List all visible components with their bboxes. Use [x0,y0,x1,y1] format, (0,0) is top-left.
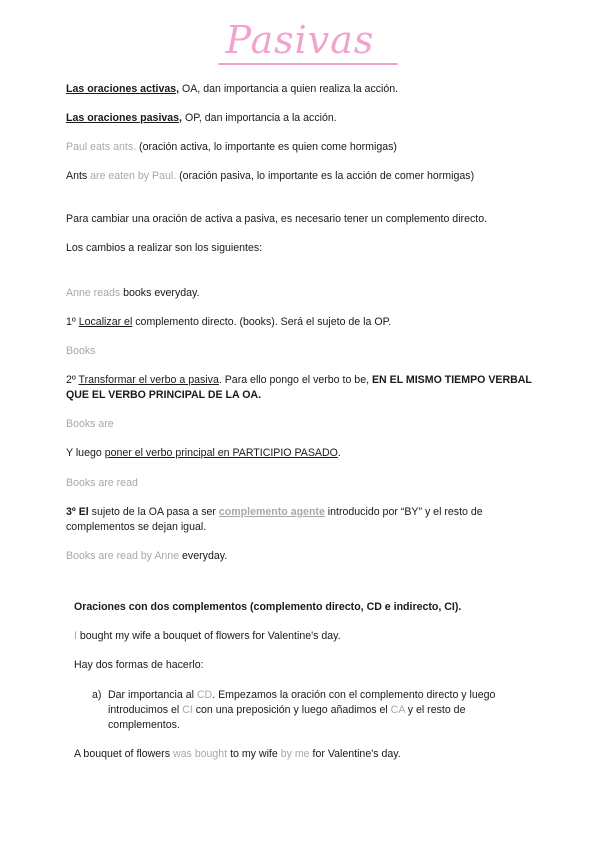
step-text-end: introducido por “BY” y el resto de complementos se dejan igual. [66,506,483,533]
term-passive: Las oraciones pasivas, [66,112,183,124]
step-1 [66,315,534,330]
list-text: Dar importancia al [108,689,197,701]
result-verb: are [98,418,114,430]
step-2-result [66,417,534,432]
step-2b-result [66,476,534,491]
example-subject: Ants [66,170,91,182]
result-rest: everyday. [179,550,228,562]
example-rest: books everyday. [120,287,200,299]
step-3-result [66,549,534,564]
section-heading: Oraciones con dos complementos [74,601,248,613]
list-text: con una preposición y luego añadimos el [192,704,391,716]
section-two-complements [74,600,542,615]
paragraph-two-ways [74,658,542,673]
paragraph-requirement [66,212,534,227]
example-agent: by me [280,748,310,760]
definition-text: OA, dan importancia a quien realiza la acción. [179,83,399,95]
page-title: Pasivas [225,18,375,62]
step-1-result [66,344,534,359]
paragraph-changes-intro [66,241,534,256]
example-ci: to my wife [227,748,281,760]
example-sentence: Paul eats ants. [66,141,137,153]
example-note: (oración pasiva, lo importante es la acción de comer hormigas) [176,170,475,182]
example-verb: are eaten by Paul. [90,170,177,182]
result-subject: Books [66,477,99,489]
result-text: Books [66,345,96,357]
example-rest: for Valentine's day. [309,748,401,760]
step-text-end: . [337,447,341,459]
term-cd: CD [196,689,213,701]
term-active: Las oraciones activas, [66,83,180,95]
example-subject: A bouquet of flowers [74,748,173,760]
example-verb: was bought [172,748,228,760]
step-action: poner el verbo principal en PARTICIPIO PASADO [104,447,338,459]
step-action: Localizar el [78,316,133,328]
step-term: complemento agente [218,506,325,518]
list-text: . Empezamos la oración con el complemento directo y luego introducimos el [108,689,496,716]
step-text: sujeto de la OA pasa a ser [91,506,219,518]
list-item-a [92,688,532,733]
step-number: 1º [66,316,79,328]
step-number: 3º El [66,506,92,518]
term-ca: CA [390,704,405,716]
example-subject: I [74,630,80,642]
list-text: y el resto de complementos. [108,704,466,731]
step-action: Transformar el verbo a pasiva [78,374,219,386]
step-text: complemento directo. (books). Será el sujeto de la OP. [132,316,392,328]
list-marker: a) [92,689,102,701]
term-ci: CI [182,704,193,716]
step-2 [66,373,534,403]
example-rest: bought my wife a bouquet of flowers for Valentine's day. [79,630,341,642]
example-subject-verb: Anne reads [66,287,121,299]
two-ways-text: Hay dos formas de hacerlo: [74,659,204,671]
result-verb: are read [98,477,138,489]
step-number: 2º [66,374,79,386]
result-subject: Books [66,418,99,430]
result-subject: Books [66,550,99,562]
step-text: . Para ello pongo el verbo to be, [218,374,372,386]
changes-intro-text: Los cambios a realizar son los siguientes: [66,242,263,254]
step-emphasis: EN EL MISMO TIEMPO VERBAL QUE EL VERBO PRINCIPAL DE LA OA. [66,374,532,401]
requirement-term: complemento directo. [385,213,488,225]
example-anne [66,286,534,301]
example-passive [66,169,534,184]
step-text: Y luego [66,447,105,459]
paragraph-passive-definition [66,111,534,126]
paragraph-active-definition [66,82,534,97]
step-3 [66,505,534,535]
example-note: (oración activa, lo importante es quien come hormigas) [136,141,397,153]
example-bouquet-active [74,629,542,644]
example-active [66,140,534,155]
result-verb-agent: are read by Anne [98,550,180,562]
example-bouquet-passive [74,747,542,762]
step-2b [66,446,534,461]
requirement-text: Para cambiar una oración de activa a pasiva, es necesario tener un [66,213,386,225]
section-heading-note: (complemento directo, CD e indirecto, CI). [247,601,462,613]
definition-text: OP, dan importancia a la acción. [182,112,337,124]
title-underline [218,63,398,65]
